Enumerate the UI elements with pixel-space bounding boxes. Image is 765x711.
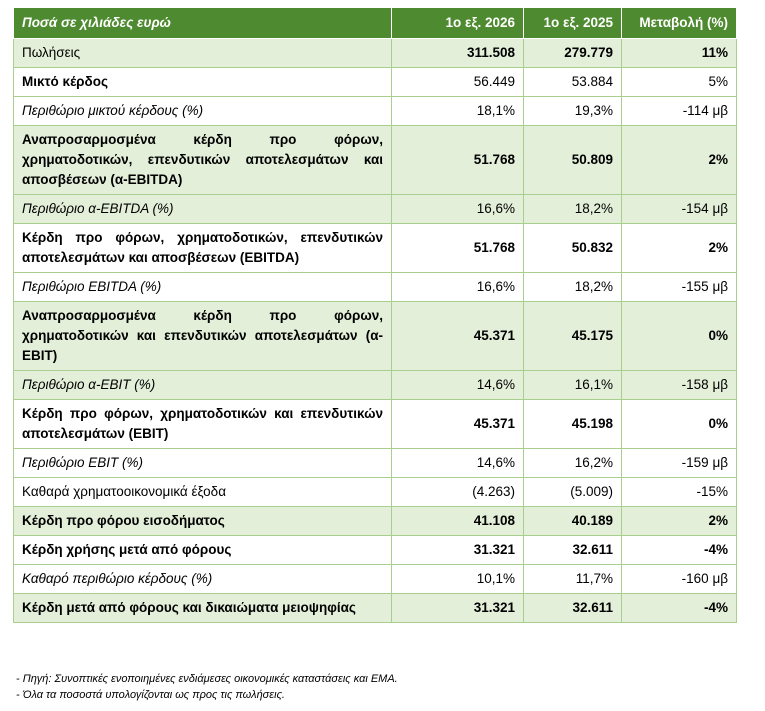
row-label: Περιθώριο α-EBIT (%) xyxy=(14,371,392,400)
row-label: Κέρδη χρήσης μετά από φόρους xyxy=(14,536,392,565)
value-2025: (5.009) xyxy=(524,478,622,507)
header-h1-2025: 1ο εξ. 2025 xyxy=(524,8,622,39)
row-label: Κέρδη προ φόρων, χρηματοδοτικών και επενδυτικών αποτελεσμάτων (EBIT) xyxy=(14,400,392,449)
value-2026: 14,6% xyxy=(392,371,524,400)
row-label: Καθαρό περιθώριο κέρδους (%) xyxy=(14,565,392,594)
value-2026: 45.371 xyxy=(392,400,524,449)
value-change: -4% xyxy=(622,536,737,565)
value-change: 11% xyxy=(622,39,737,68)
table-row xyxy=(14,302,737,371)
value-2026: 14,6% xyxy=(392,449,524,478)
table-row xyxy=(14,97,737,126)
value-change: -154 μβ xyxy=(622,195,737,224)
value-change: 2% xyxy=(622,224,737,273)
footnote-percentages: - Όλα τα ποσοστά υπολογίζονται ως προς τις πωλήσεις. xyxy=(16,689,285,701)
value-2026: 311.508 xyxy=(392,39,524,68)
value-2025: 18,2% xyxy=(524,273,622,302)
header-change: Μεταβολή (%) xyxy=(622,8,737,39)
row-label: Κέρδη προ φόρων, χρηματοδοτικών, επενδυτικών αποτελεσμάτων και αποσβέσεων (EBITDA) xyxy=(14,224,392,273)
value-change: -160 μβ xyxy=(622,565,737,594)
value-2026: 18,1% xyxy=(392,97,524,126)
row-label: Καθαρά χρηματοοικονομικά έξοδα xyxy=(14,478,392,507)
value-2025: 45.175 xyxy=(524,302,622,371)
value-2025: 18,2% xyxy=(524,195,622,224)
value-change: 0% xyxy=(622,302,737,371)
value-2025: 50.809 xyxy=(524,126,622,195)
value-change: -4% xyxy=(622,594,737,623)
value-2025: 32.611 xyxy=(524,594,622,623)
value-change: 2% xyxy=(622,507,737,536)
header-amounts: Ποσά σε χιλιάδες ευρώ xyxy=(14,8,392,39)
value-2025: 50.832 xyxy=(524,224,622,273)
table-header-row xyxy=(14,8,737,39)
table-row xyxy=(14,507,737,536)
value-2025: 40.189 xyxy=(524,507,622,536)
row-label: Περιθώριο EBIT (%) xyxy=(14,449,392,478)
table-row xyxy=(14,371,737,400)
value-2025: 16,1% xyxy=(524,371,622,400)
value-change: -114 μβ xyxy=(622,97,737,126)
footnote-source: - Πηγή: Συνοπτικές ενοποιημένες ενδιάμεσες οικονομικές καταστάσεις και ΕΜΑ. xyxy=(16,673,398,685)
row-label: Αναπροσαρμοσμένα κέρδη προ φόρων, χρηματοδοτικών, επενδυτικών αποτελεσμάτων και αποσβέσεων (α-EBITDA) xyxy=(14,126,392,195)
value-2026: 51.768 xyxy=(392,126,524,195)
table-row xyxy=(14,594,737,623)
header-h1-2026: 1ο εξ. 2026 xyxy=(392,8,524,39)
value-2025: 16,2% xyxy=(524,449,622,478)
table-row xyxy=(14,224,737,273)
row-label: Κέρδη προ φόρου εισοδήματος xyxy=(14,507,392,536)
value-2025: 19,3% xyxy=(524,97,622,126)
value-2025: 11,7% xyxy=(524,565,622,594)
table-row xyxy=(14,68,737,97)
value-2025: 53.884 xyxy=(524,68,622,97)
value-2026: 10,1% xyxy=(392,565,524,594)
row-label: Αναπροσαρμοσμένα κέρδη προ φόρων, χρηματοδοτικών και επενδυτικών αποτελεσμάτων (α-EBIT) xyxy=(14,302,392,371)
table-row xyxy=(14,39,737,68)
value-2025: 32.611 xyxy=(524,536,622,565)
value-change: -158 μβ xyxy=(622,371,737,400)
table-row xyxy=(14,126,737,195)
table-row xyxy=(14,478,737,507)
table-row xyxy=(14,536,737,565)
footnotes xyxy=(16,671,398,703)
value-2026: 56.449 xyxy=(392,68,524,97)
row-label: Περιθώριο α-EBITDA (%) xyxy=(14,195,392,224)
value-change: -159 μβ xyxy=(622,449,737,478)
financial-results-table xyxy=(13,7,737,623)
value-2026: 31.321 xyxy=(392,594,524,623)
table-row xyxy=(14,273,737,302)
value-change: 0% xyxy=(622,400,737,449)
value-2026: 16,6% xyxy=(392,195,524,224)
value-change: -155 μβ xyxy=(622,273,737,302)
value-2026: 31.321 xyxy=(392,536,524,565)
table-row xyxy=(14,449,737,478)
value-change: 2% xyxy=(622,126,737,195)
value-2026: (4.263) xyxy=(392,478,524,507)
value-2025: 279.779 xyxy=(524,39,622,68)
row-label: Κέρδη μετά από φόρους και δικαιώματα μειοψηφίας xyxy=(14,594,392,623)
value-2026: 51.768 xyxy=(392,224,524,273)
row-label: Μικτό κέρδος xyxy=(14,68,392,97)
value-2025: 45.198 xyxy=(524,400,622,449)
row-label: Περιθώριο EBITDA (%) xyxy=(14,273,392,302)
value-2026: 16,6% xyxy=(392,273,524,302)
value-change: 5% xyxy=(622,68,737,97)
table-row xyxy=(14,565,737,594)
table-row xyxy=(14,400,737,449)
table-row xyxy=(14,195,737,224)
row-label: Περιθώριο μικτού κέρδους (%) xyxy=(14,97,392,126)
value-change: -15% xyxy=(622,478,737,507)
value-2026: 45.371 xyxy=(392,302,524,371)
value-2026: 41.108 xyxy=(392,507,524,536)
row-label: Πωλήσεις xyxy=(14,39,392,68)
